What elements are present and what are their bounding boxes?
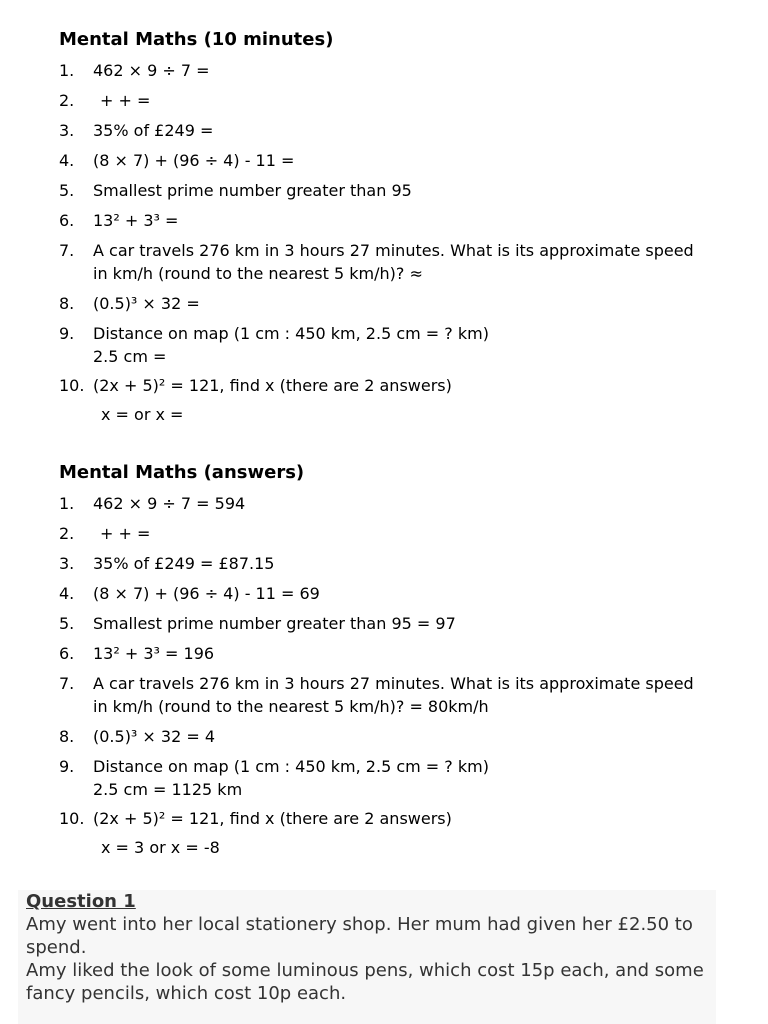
- item-text: (2x + 5)² = 121, find x (there are 2 answers): [93, 376, 452, 395]
- item-text: (8 × 7) + (96 ÷ 4) - 11 = 69: [93, 584, 320, 603]
- item-text: Smallest prime number greater than 95: [93, 181, 412, 200]
- item-text: 462 × 9 ÷ 7 = 594: [93, 494, 246, 513]
- item-number: 7.: [59, 241, 75, 260]
- item-number: 3.: [59, 121, 75, 140]
- answers-heading: Mental Maths (answers): [59, 462, 305, 483]
- list-item: [59, 552, 739, 575]
- item-number: 4.: [59, 151, 75, 170]
- item-text: in km/h (round to the nearest 5 km/h)? ≈: [93, 264, 423, 283]
- item-number: 8.: [59, 727, 75, 746]
- item-number: 6.: [59, 211, 75, 230]
- list-item: [59, 492, 739, 515]
- item-number: 9.: [59, 757, 75, 776]
- item-number: 4.: [59, 584, 75, 603]
- item-text: (0.5)³ × 32 = 4: [93, 727, 216, 746]
- list-item: [59, 179, 739, 202]
- item-text: 462 × 9 ÷ 7 =: [93, 61, 210, 80]
- list-item: [59, 807, 739, 830]
- item-number: 2.: [59, 524, 75, 543]
- list-item: [59, 522, 739, 545]
- answers-question-list: [59, 492, 739, 830]
- item-text: 13² + 3³ = 196: [93, 644, 215, 663]
- item-text: A car travels 276 km in 3 hours 27 minutes. What is its approximate speed: [93, 241, 694, 260]
- question-paragraph-1: Amy went into her local stationery shop. Her mum had given her £2.50 to spend.: [26, 914, 693, 958]
- item-text: 13² + 3³ =: [93, 211, 179, 230]
- question-1-panel: [18, 890, 716, 1024]
- list-item: [59, 755, 739, 801]
- answers-answer-line: x = 3 or x = -8: [101, 838, 220, 857]
- list-item: [59, 322, 739, 368]
- list-item: [59, 374, 739, 397]
- worksheet-heading: Mental Maths (10 minutes): [59, 29, 334, 50]
- item-number: 1.: [59, 61, 75, 80]
- item-number: 10.: [59, 376, 85, 395]
- list-item: [59, 582, 739, 605]
- item-text: Smallest prime number greater than 95 = 97: [93, 614, 456, 633]
- item-text: (8 × 7) + (96 ÷ 4) - 11 =: [93, 151, 295, 170]
- question-title: Question 1: [26, 891, 136, 912]
- list-item: [59, 612, 739, 635]
- item-number: 5.: [59, 614, 75, 633]
- list-item: [59, 292, 739, 315]
- list-item: [59, 642, 739, 665]
- item-number: 3.: [59, 554, 75, 573]
- list-item: [59, 209, 739, 232]
- item-number: 8.: [59, 294, 75, 313]
- list-item: [59, 119, 739, 142]
- list-item: [59, 672, 739, 718]
- list-item: [59, 239, 739, 285]
- item-text: 2.5 cm =: [93, 347, 167, 366]
- item-text: A car travels 276 km in 3 hours 27 minutes. What is its approximate speed: [93, 674, 694, 693]
- item-text: 35% of £249 =: [93, 121, 214, 140]
- question-paragraph-2: Amy liked the look of some luminous pens, which cost 15p each, and some fancy pencils, which cost 10p each.: [26, 960, 704, 1004]
- mental-maths-worksheet: [59, 29, 739, 426]
- item-number: 7.: [59, 674, 75, 693]
- item-text: (2x + 5)² = 121, find x (there are 2 answers): [93, 809, 452, 828]
- mental-maths-answers: [59, 462, 739, 859]
- item-text: Distance on map (1 cm : 450 km, 2.5 cm = ? km): [93, 324, 489, 343]
- item-number: 2.: [59, 91, 75, 110]
- list-item: [59, 89, 739, 112]
- item-text: 2.5 cm = 1125 km: [93, 780, 243, 799]
- item-number: 1.: [59, 494, 75, 513]
- item-text: in km/h (round to the nearest 5 km/h)? = 80km/h: [93, 697, 489, 716]
- item-number: 10.: [59, 809, 85, 828]
- list-item: [59, 149, 739, 172]
- list-item: [59, 725, 739, 748]
- item-text: 35% of £249 = £87.15: [93, 554, 275, 573]
- item-number: 5.: [59, 181, 75, 200]
- item-text: + + =: [100, 91, 151, 110]
- worksheet-answer-line: x = or x =: [101, 405, 184, 424]
- item-number: 6.: [59, 644, 75, 663]
- list-item: [59, 59, 739, 82]
- item-text: + + =: [100, 524, 151, 543]
- item-text: Distance on map (1 cm : 450 km, 2.5 cm = ? km): [93, 757, 489, 776]
- worksheet-question-list: [59, 59, 739, 397]
- item-text: (0.5)³ × 32 =: [93, 294, 200, 313]
- item-number: 9.: [59, 324, 75, 343]
